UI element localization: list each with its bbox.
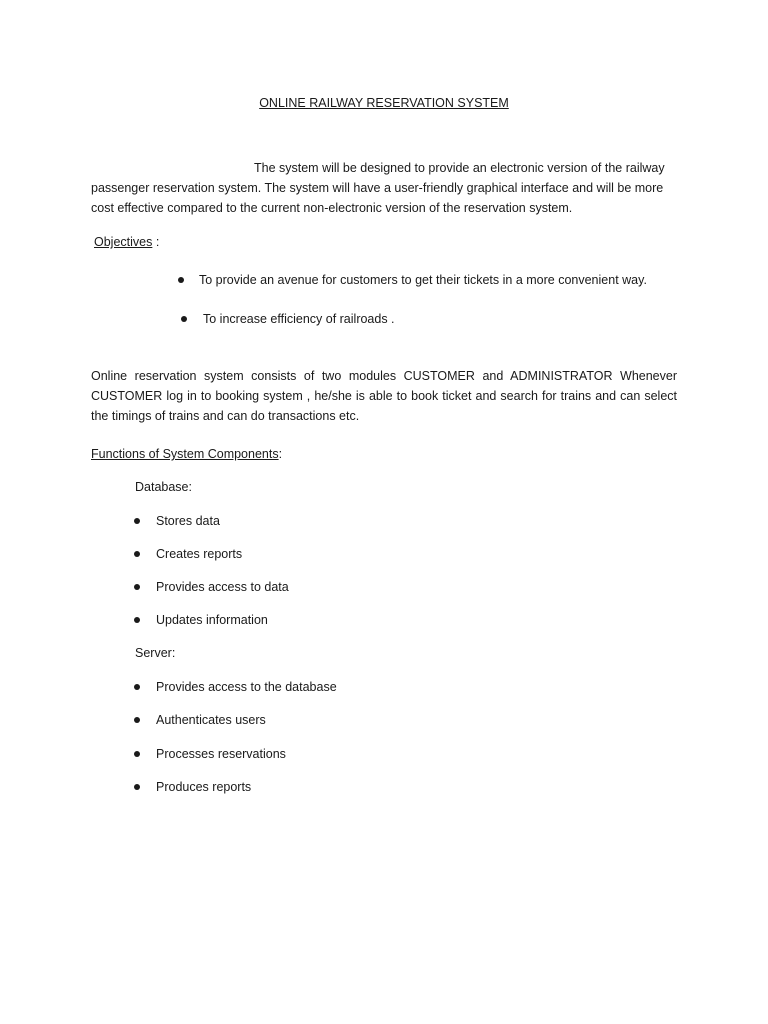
database-item-text: Creates reports [156, 547, 243, 561]
bullet-icon [134, 551, 140, 557]
server-item [134, 710, 266, 730]
database-item [134, 544, 242, 564]
bullet-icon [178, 277, 184, 283]
bullet-icon [181, 316, 187, 322]
bullet-icon [134, 617, 140, 623]
bullet-icon [134, 751, 140, 757]
objectives-heading [91, 232, 159, 252]
objective-item [181, 309, 395, 329]
intro-paragraph [91, 158, 677, 218]
modules-line: CUSTOMER log in to booking system , he/she is able to book ticket and search for trains and can select [91, 389, 677, 403]
intro-line: passenger reservation system. The system will have a user-friendly graphical interface and will be more [91, 181, 664, 195]
intro-line: cost effective compared to the current non-electronic version of the reservation system. [91, 201, 573, 215]
server-item [134, 777, 251, 797]
database-item [134, 610, 268, 630]
database-item [134, 511, 220, 531]
objective-item [178, 270, 647, 290]
bullet-icon [134, 684, 140, 690]
functions-heading-text: Functions of System Components [91, 447, 279, 461]
server-item [134, 677, 337, 697]
bullet-icon [134, 717, 140, 723]
database-item [134, 577, 289, 597]
database-item-text: Updates information [156, 613, 268, 627]
modules-line: Online reservation system consists of two modules CUSTOMER and ADMINISTRATOR Whenever [91, 369, 677, 383]
functions-heading-colon: : [278, 447, 283, 461]
bullet-icon [134, 784, 140, 790]
modules-line: the timings of trains and can do transactions etc. [91, 409, 360, 423]
bullet-icon [134, 518, 140, 524]
intro-line: The system will be designed to provide an electronic version of the railway [254, 161, 665, 175]
database-label: Database: [135, 480, 192, 494]
modules-paragraph [91, 366, 677, 426]
server-label: Server: [135, 646, 176, 660]
database-item-text: Stores data [156, 514, 220, 528]
server-item-text: Produces reports [156, 780, 252, 794]
document-title: ONLINE RAILWAY RESERVATION SYSTEM [259, 96, 509, 110]
server-item [134, 744, 286, 764]
database-item-text: Provides access to data [156, 580, 289, 594]
objective-item-text: To provide an avenue for customers to get their tickets in a more convenient way. [199, 273, 647, 287]
bullet-icon [134, 584, 140, 590]
objective-item-text: To increase efficiency of railroads . [203, 312, 395, 326]
server-item-text: Processes reservations [156, 747, 286, 761]
objectives-heading-text: Objectives [94, 235, 153, 249]
server-item-text: Provides access to the database [156, 680, 337, 694]
server-item-text: Authenticates users [156, 713, 266, 727]
functions-heading [91, 444, 282, 464]
objectives-heading-colon: : [152, 235, 160, 249]
